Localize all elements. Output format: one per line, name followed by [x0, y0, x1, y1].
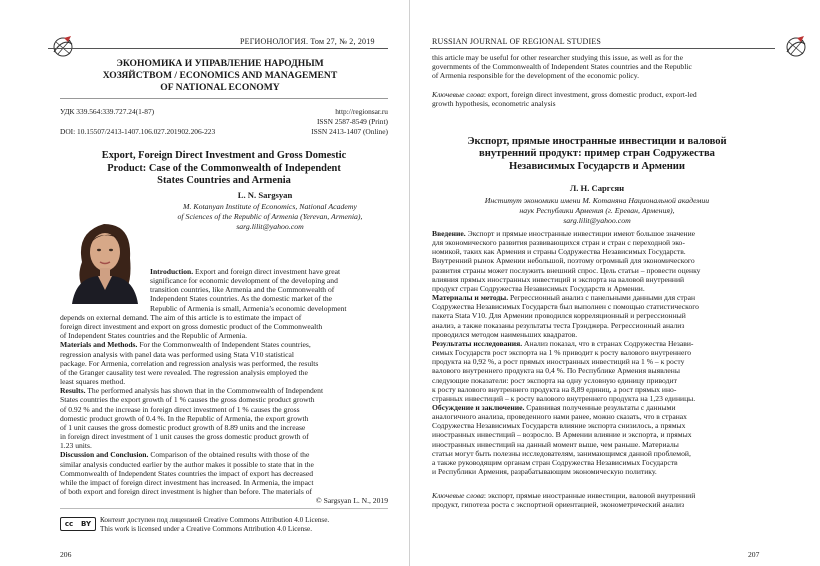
- running-head-left: РЕГИОНОЛОГИЯ. Том 27, № 2, 2019: [240, 37, 375, 46]
- issn-print: ISSN 2587-8549 (Print): [316, 117, 388, 126]
- journal-logo-icon: [50, 34, 76, 60]
- page-number-left: 206: [60, 550, 72, 559]
- author-name-ru: Л. Н. Саргсян: [569, 183, 625, 193]
- abstract-body-en: depends on external demand. The aim of this article is to estimate the impact of foreign direct investment and export on gross domestic product of the Commonwealth of Independent States countries and the Republic of Armenia. Materials and Methods. For the Commonwealth of Independent States countries, regression analysis with panel data was performed using Stata V10 statistical package. For Armenia, correlation and regression analysis was performed, the results of the Granger causality test were revealed. The regression analysis employed the least squares method. Results. The performed analysis has shown that in the Commonwealth of Independent States countries the export growth of 1 % causes the gross domestic product growth of 0.92 % and the increase in foreign direct investment of 1 % causes the gross domestic product growth of 0.4 %. In the Republic of Armenia, the export growth of 1 unit causes the gross domestic product growth of 8.89 units and the increase in foreign direct investment of 1 unit causes the gross domestic product growth of 1.23 units. Discussion and Conclusion. Comparison of the obtained results with those of the similar analysis conducted earlier by the author makes it possible to state that in the Commonwealth of Independent States countries the impact of export has decreased while the impact of foreign direct investment has increased. In Armenia, the impact of both export and foreign direct investment is higher than before. The materials of: [60, 313, 324, 496]
- running-head-right: RUSSIAN JOURNAL OF REGIONAL STUDIES: [432, 37, 602, 46]
- udc-code: УДК 339.564:339.727.24(1-87): [60, 107, 155, 116]
- keywords-ru: Ключевые слова: экспорт, прямые иностранные инвестиции, валовой внутренний продукт, гипотеза роста с экспортной ориентацией, эконометрический анализ: [432, 491, 696, 510]
- article-title-ru: Экспорт, прямые иностранные инвестиции и валовой внутренний продукт: пример стран Содружества Независимых Государств и Армении: [467, 136, 727, 172]
- author-name-en: L. N. Sargsyan: [237, 190, 293, 200]
- cc-by-badge-icon[interactable]: cc BY: [60, 517, 96, 531]
- article-title-en: Export, Foreign Direct Investment and Gross Domestic Product: Case of the Commonwealth of Independent States Countries and Armenia: [101, 150, 347, 187]
- journal-url[interactable]: http://regionsar.ru: [335, 107, 388, 116]
- issn-online: ISSN 2413-1407 (Online): [311, 127, 388, 136]
- page-number-right: 207: [748, 550, 760, 559]
- keywords-en: Ключевые слова: export, foreign direct investment, gross domestic product, export-led growth hypothesis, econometric analysis: [432, 90, 697, 109]
- abstract-continuation-en: this article may be useful for other researcher studying this issue, as well as for the governments of the Commonwealth of Independent States countries and the Republic of Armenia responsible for the development of the economic policy.: [432, 53, 692, 81]
- author-affiliation-ru: Институт экономики имени М. Котаняна Национальной академии наук Республики Армения (г. Ереван, Армения), sarg.lilit@yahoo.com: [432, 196, 762, 225]
- intro-paragraph-wrap: Introduction. Export and foreign direct investment have great significance for economic development of the developing and transition countries, like Armenia and the Commonwealth of Independent States countries. As the domestic market of the Republic of Armenia is small, Armenia’s economic development: [150, 267, 347, 313]
- author-affiliation-en: M. Kotanyan Institute of Economics, National Academy of Sciences of the Republic of Armenia (Yerevan, Armenia), sarg.lilit@yahoo.com: [150, 202, 390, 231]
- rubric-rule: [60, 98, 388, 99]
- journal-logo-icon-right: [783, 34, 809, 60]
- abstract-body-ru: Введение. Экспорт и прямые иностранные инвестиции имеют большое значение для экономического развития развивающихся стран и стран с переходной эко- номикой, таких как Армения и страны Содружества Независимых Государств. Внутренний рынок Армении небольшой, поэтому огромный для экономического развития страны может послужить внешний спрос. Цель статьи – провести оценку влияния прямых иностранных инвестиций и экспорта на валовой внутренний продукт стран Содружества Независимых Государств и Армении. Материалы и методы. Регрессионный анализ с панельными данными для стран Содружества Независимых Государств был выполнен с помощью статистического пакета Stata V10. Для Армении проводился корреляционный и регрессионный анализ, а также показаны результаты теста Грэнджера. Регрессионный анализ проводился методом наименьших квадратов. Результаты исследования. Анализ показал, что в странах Содружества Незави- симых Государств рост экспорта на 1 % приводит к росту валового внутреннего продукта на 0,92 %, а рост прямых иностранных инвестиций на 1 % – к росту валового внутреннего продукта на 0,4 %. По Республике Армения выявлены следующие показатели: рост экспорта на одну условную единицу приводит к росту валового внутреннего продукта на 8,89 единиц, а рост прямых ино- странных инвестиций – к росту валового внутреннего продукта на 1,23 единицы. Обсуждение и заключение. Сравнивая полученные результаты с данными аналогичного анализа, проведенного нами ранее, можно сказать, что в странах Содружества Независимых Государств влияние экспорта снизилось, а прямых иностранных инвестиций – возросло. В Армении влияние и экспорта, и прямых иностранных инвестиций на данный момент выше, чем раньше. Материалы статьи могут быть полезны исследователям, занимающимся данной проблемой, а также руководящим органам стран Содружества Независимых Государств и Республики Армения, разрабатывающим экономическую политику.: [432, 229, 701, 477]
- author-email-ru[interactable]: sarg.lilit@yahoo.com: [563, 215, 631, 225]
- copyright-notice: © Sargsyan L. N., 2019: [315, 496, 388, 505]
- footer-rule-left: [60, 508, 388, 509]
- rubric-heading: ЭКОНОМИКА И УПРАВЛЕНИЕ НАРОДНЫМ ХОЗЯЙСТВОМ / ECONOMICS AND MANAGEMENT OF NATIONAL ECONOMY: [102, 58, 338, 93]
- author-portrait-image: [60, 210, 148, 304]
- author-photo: [60, 210, 148, 304]
- doi[interactable]: DOI: 10.15507/2413-1407.106.027.201902.206-223: [60, 127, 216, 136]
- header-rule-right: [430, 48, 775, 49]
- header-rule-left: [48, 48, 388, 49]
- author-email-en[interactable]: sarg.lilit@yahoo.com: [236, 221, 304, 231]
- license-text: Контент доступен под лицензией Creative Commons Attribution 4.0 License. This work is licensed under a Creative Commons Attribution 4.0 License.: [100, 516, 330, 533]
